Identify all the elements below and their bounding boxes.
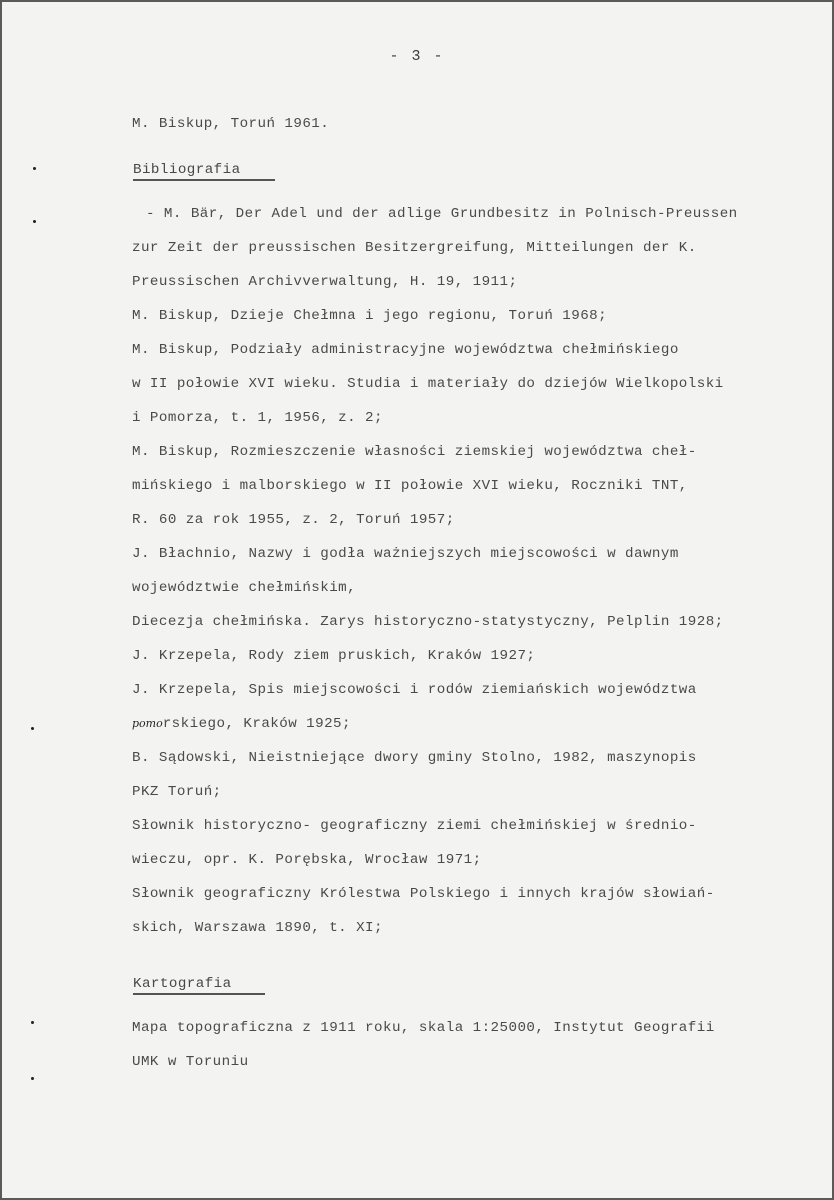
bibliography-line-5: M. Biskup, Podziały administracyjne województwa chełmińskiego bbox=[132, 342, 679, 358]
bibliography-line-19: Słownik historyczno- geograficzny ziemi chełmińskiej w średnio- bbox=[132, 818, 697, 834]
bibliography-line-14: J. Krzepela, Rody ziem pruskich, Kraków 1927; bbox=[132, 648, 536, 664]
bibliography-line-20: wieczu, opr. K. Porębska, Wrocław 1971; bbox=[132, 852, 482, 868]
bibliography-line-18: PKZ Toruń; bbox=[132, 784, 222, 800]
margin-dot bbox=[33, 167, 36, 170]
cartography-heading-underline bbox=[133, 993, 265, 995]
bibliography-heading: Bibliografia bbox=[133, 162, 241, 178]
cartography-heading: Kartografia bbox=[133, 976, 232, 992]
bibliography-line-2: zur Zeit der preussischen Besitzergreifung, Mitteilungen der K. bbox=[132, 240, 697, 256]
bibliography-line-16-typed: rskiego, Kraków 1925; bbox=[162, 716, 351, 732]
bibliography-line-9: mińskiego i malborskiego w II połowie XVI wieku, Roczniki TNT, bbox=[132, 478, 688, 494]
bibliography-line-4: M. Biskup, Dzieje Chełmna i jego regionu, Toruń 1968; bbox=[132, 308, 608, 324]
margin-dot bbox=[33, 220, 36, 223]
margin-dot bbox=[31, 1021, 34, 1024]
bibliography-line-15: J. Krzepela, Spis miejscowości i rodów ziemiańskich województwa bbox=[132, 682, 697, 698]
handwritten-correction: pomo bbox=[132, 717, 163, 730]
bibliography-line-11: J. Błachnio, Nazwy i godła ważniejszych miejscowości w dawnym bbox=[132, 546, 679, 562]
bibliography-heading-underline bbox=[133, 179, 275, 181]
bibliography-line-17: B. Sądowski, Nieistniejące dwory gminy Stolno, 1982, maszynopis bbox=[132, 750, 697, 766]
bibliography-line-16 bbox=[132, 715, 351, 733]
bibliography-line-12: województwie chełmińskim, bbox=[132, 580, 357, 596]
bibliography-line-1: - M. Bär, Der Adel und der adlige Grundbesitz in Polnisch-Preussen bbox=[146, 206, 738, 222]
bibliography-line-3: Preussischen Archivverwaltung, H. 19, 1911; bbox=[132, 274, 518, 290]
bibliography-line-10: R. 60 za rok 1955, z. 2, Toruń 1957; bbox=[132, 512, 455, 528]
document-page bbox=[2, 2, 832, 1198]
bibliography-line-13: Diecezja chełmińska. Zarys historyczno-statystyczny, Pelplin 1928; bbox=[132, 614, 724, 630]
margin-dot bbox=[31, 1077, 34, 1080]
cartography-line-1: Mapa topograficzna z 1911 roku, skala 1:25000, Instytut Geografii bbox=[132, 1020, 715, 1036]
margin-dot bbox=[31, 727, 34, 730]
bibliography-line-6: w II połowie XVI wieku. Studia i materiały do dziejów Wielkopolski bbox=[132, 376, 724, 392]
intro-line: M. Biskup, Toruń 1961. bbox=[132, 116, 330, 132]
bibliography-line-8: M. Biskup, Rozmieszczenie własności ziemskiej województwa cheł- bbox=[132, 444, 697, 460]
cartography-line-2: UMK w Toruniu bbox=[132, 1054, 249, 1070]
page-number: - 3 - bbox=[389, 48, 445, 65]
bibliography-line-22: skich, Warszawa 1890, t. XI; bbox=[132, 920, 383, 936]
bibliography-line-7: i Pomorza, t. 1, 1956, z. 2; bbox=[132, 410, 383, 426]
bibliography-line-21: Słownik geograficzny Królestwa Polskiego i innych krajów słowiań- bbox=[132, 886, 715, 902]
